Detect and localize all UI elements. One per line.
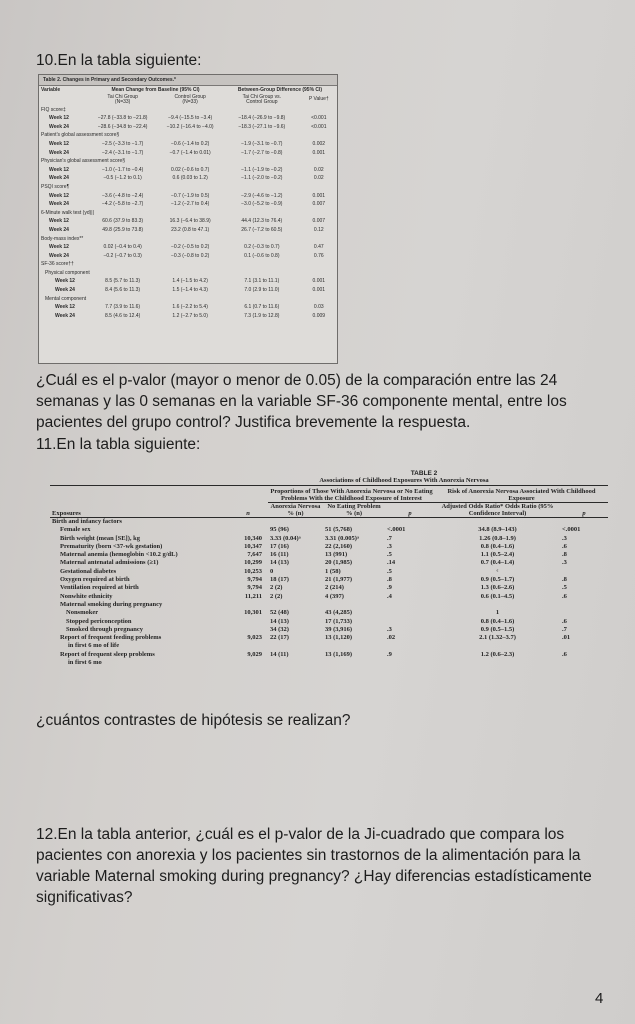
t1-cell-taichi: −28.6 (−34.8 to −22.4) bbox=[97, 123, 148, 130]
page-number: 4 bbox=[595, 990, 604, 1007]
t2-cell-an bbox=[268, 659, 323, 667]
table-1-caption: Table 2. Changes in Primary and Secondary Outcomes.* bbox=[39, 75, 337, 86]
t1-cell-diff: −1.7 (−2.7 to −0.8) bbox=[241, 149, 283, 156]
t2-cell-p2: .5 bbox=[562, 584, 567, 592]
t1-cell-diff: 6.1 (0.7 to 11.6) bbox=[244, 304, 280, 311]
t2-cell-an: 2 (2) bbox=[270, 592, 283, 600]
t1-cell-control: 1.4 (−1.5 to 4.2) bbox=[172, 278, 208, 285]
t1-cell-label: Mental component bbox=[45, 295, 87, 302]
t2-cell-ne bbox=[323, 518, 385, 527]
t1-cell-control: 1.2 (−2.7 to 5.0) bbox=[172, 312, 208, 319]
t2-cell-ne: 39 (3,916) bbox=[325, 625, 353, 633]
t2-cell-p2: .8 bbox=[562, 576, 567, 584]
t1-row bbox=[39, 312, 337, 321]
t1-cell-label: Week 12 bbox=[49, 115, 69, 122]
t2-cell-an: 22 (17) bbox=[270, 634, 289, 642]
t2-cell-n: 9,023 bbox=[247, 634, 262, 642]
t2-row bbox=[50, 609, 608, 617]
t2-cell-p: <.0001 bbox=[387, 526, 406, 534]
t1-cell-p: 0.001 bbox=[312, 192, 326, 199]
t1-row bbox=[39, 235, 337, 244]
t2-header-or: Adjusted Odds Ratio* Odds Ratio (95% Confidence Interval) bbox=[435, 503, 560, 518]
t1-cell-label: Week 24 bbox=[55, 287, 75, 294]
t2-cell-label: Report of frequent feeding problems bbox=[60, 634, 162, 642]
t2-cell-ne: 2 (214) bbox=[325, 584, 344, 592]
t2-header-proportions: Proportions of Those With Anorexia Nervosa or No Eating Problems With the Childhood Exposure of Interest bbox=[268, 486, 435, 503]
t2-row bbox=[50, 601, 608, 609]
t1-cell-label: Week 12 bbox=[55, 278, 75, 285]
table-2-anorexia bbox=[50, 470, 608, 667]
t1-row bbox=[39, 295, 337, 304]
t1-cell-p: 0.03 bbox=[313, 304, 324, 311]
t1-cell-control: −0.6 (−1.4 to 0.2) bbox=[170, 140, 210, 147]
t2-cell-ne bbox=[323, 659, 385, 667]
t2-cell-label: Female sex bbox=[60, 526, 91, 534]
t2-cell-p2: .6 bbox=[562, 542, 567, 550]
t2-cell-n bbox=[228, 626, 268, 634]
t1-cell-control: 23.2 (0.8 to 47.1) bbox=[171, 226, 210, 233]
t2-cell-ne: 21 (1,977) bbox=[325, 576, 353, 584]
t2-cell-label: Oxygen required at birth bbox=[60, 576, 130, 584]
t1-row bbox=[39, 226, 337, 235]
t2-cell-n bbox=[228, 659, 268, 667]
t1-header-pvalue: P Value† bbox=[308, 96, 329, 103]
t2-cell-label: Maternal anemia (hemoglobin <10.2 g/dL) bbox=[60, 551, 178, 559]
t2-row bbox=[50, 626, 608, 634]
t2-cell-an bbox=[268, 601, 323, 609]
t1-row bbox=[39, 252, 337, 261]
t2-cell-p2 bbox=[560, 601, 608, 609]
t2-cell-p2: .6 bbox=[562, 650, 567, 658]
t1-cell-diff: 7.3 (1.9 to 12.8) bbox=[244, 312, 280, 319]
t1-cell-taichi: −1.0 (−1.7 to −0.4) bbox=[102, 166, 144, 173]
t1-row bbox=[39, 217, 337, 226]
t2-cell-or: 1.3 (0.6–2.6) bbox=[480, 584, 515, 592]
t2-cell-p: .7 bbox=[387, 534, 392, 542]
t1-header-taichi: Tai Chi Group bbox=[107, 93, 138, 100]
t1-header-diff: Tai Chi Group vs. bbox=[242, 93, 281, 100]
t2-cell-ne: 4 (397) bbox=[325, 592, 344, 600]
t1-row bbox=[39, 174, 337, 183]
t2-cell-n: 10,347 bbox=[244, 542, 262, 550]
t2-cell-label: Stopped periconception bbox=[66, 617, 132, 625]
t2-cell-p: .14 bbox=[387, 559, 396, 567]
t1-cell-label: Week 24 bbox=[49, 226, 69, 233]
t2-cell-ne bbox=[323, 642, 385, 650]
t2-cell-or: ᶜ bbox=[496, 567, 499, 575]
t2-cell-ne: 13 (991) bbox=[325, 551, 348, 559]
t2-cell-ne: 17 (1,733) bbox=[325, 617, 353, 625]
t1-cell-taichi: −0.2 (−0.7 to 0.3) bbox=[103, 252, 142, 259]
t1-cell-diff: −1.1 (−2.0 to −0.2) bbox=[241, 175, 283, 182]
t2-cell-an: 3.33 (0.04)ᵃ bbox=[270, 534, 301, 542]
t2-cell-label: Smoked through pregnancy bbox=[66, 625, 144, 633]
t1-cell-diff: −3.0 (−5.2 to −0.9) bbox=[241, 201, 283, 208]
t1-row bbox=[39, 243, 337, 252]
t2-cell-p2: .6 bbox=[562, 617, 567, 625]
t1-cell-control: 0.02 (−0.6 to 0.7) bbox=[171, 166, 210, 173]
t1-row bbox=[39, 131, 337, 140]
t1-cell-label: Physician's global assessment score§ bbox=[41, 158, 126, 165]
t2-cell-p: .3 bbox=[387, 625, 392, 633]
t2-cell-or bbox=[435, 518, 560, 527]
t2-cell-or: 0.9 (0.5–1.5) bbox=[480, 625, 515, 633]
t2-cell-label: in first 6 mo bbox=[68, 659, 102, 667]
t2-cell-p2 bbox=[560, 659, 608, 667]
t2-row bbox=[50, 576, 608, 584]
t1-cell-diff: −1.9 (−3.1 to −0.7) bbox=[241, 140, 283, 147]
t2-cell-label: Birth weight (mean [SE]), kg bbox=[60, 534, 140, 542]
t2-cell-or bbox=[435, 659, 560, 667]
t1-cell-control: 0.6 (0.03 to 1.2) bbox=[172, 175, 208, 182]
t1-cell-control: 1.6 (−2.2 to 5.4) bbox=[172, 304, 208, 311]
t2-row bbox=[50, 535, 608, 543]
t2-cell-or: 2.1 (1.32–3.7) bbox=[479, 634, 516, 642]
t2-cell-p bbox=[385, 618, 435, 626]
t2-row bbox=[50, 568, 608, 576]
t1-cell-control: −0.3 (−0.8 to 0.2) bbox=[170, 252, 210, 259]
t2-cell-an: 16 (11) bbox=[270, 551, 289, 559]
t2-cell-an: 14 (13) bbox=[270, 559, 289, 567]
table-2-grid bbox=[50, 486, 608, 667]
t2-cell-p: .3 bbox=[387, 542, 392, 550]
t1-cell-label: Week 24 bbox=[55, 312, 75, 319]
t1-cell-label: Week 24 bbox=[49, 252, 69, 259]
t1-cell-p: 0.007 bbox=[312, 218, 326, 225]
t2-cell-label: Birth and infancy factors bbox=[52, 518, 122, 525]
t1-cell-control: −0.2 (−0.5 to 0.2) bbox=[170, 244, 210, 251]
t2-cell-p bbox=[385, 642, 435, 650]
t2-cell-or: 34.8 (8.9–143) bbox=[478, 526, 517, 534]
t1-cell-control: −0.7 (−1.9 to 0.5) bbox=[170, 192, 210, 199]
t1-cell-taichi: 7.7 (3.9 to 11.6) bbox=[105, 304, 141, 311]
t1-cell-control: 1.5 (−1.4 to 4.3) bbox=[172, 287, 208, 294]
t1-row bbox=[39, 269, 337, 278]
t2-row bbox=[50, 651, 608, 659]
t2-row bbox=[50, 559, 608, 567]
t1-row bbox=[39, 303, 337, 312]
t2-cell-p2: <.0001 bbox=[562, 526, 581, 534]
t1-cell-taichi: 49.8 (25.9 to 73.8) bbox=[102, 226, 144, 233]
t1-cell-p: 0.009 bbox=[312, 312, 326, 319]
t1-row bbox=[39, 149, 337, 158]
t2-cell-p: .5 bbox=[387, 567, 392, 575]
t1-cell-control: −1.2 (−2.7 to 0.4) bbox=[170, 201, 210, 208]
t1-row bbox=[39, 140, 337, 149]
t1-cell-label: Week 24 bbox=[49, 123, 69, 130]
t2-cell-p bbox=[385, 601, 435, 609]
t2-cell-an: 17 (16) bbox=[270, 542, 289, 550]
t1-cell-p: 0.02 bbox=[313, 166, 324, 173]
t2-cell-label: Prematurity (born <37-wk gestation) bbox=[60, 542, 163, 550]
t1-cell-diff: 7.1 (3.1 to 11.1) bbox=[244, 278, 280, 285]
t2-header-ne: No Eating Problem % (n) bbox=[323, 503, 385, 518]
t1-cell-label: PSQI score¶ bbox=[41, 183, 70, 190]
t2-cell-p: .5 bbox=[387, 551, 392, 559]
t1-header-diff2: Control Group bbox=[246, 99, 278, 106]
t1-cell-diff: −1.1 (−1.9 to −0.2) bbox=[241, 166, 283, 173]
t2-cell-p bbox=[385, 609, 435, 617]
t2-cell-or: 1.26 (0.8–1.9) bbox=[479, 534, 516, 542]
t1-cell-taichi: 8.4 (5.6 to 11.3) bbox=[105, 287, 141, 294]
t2-cell-n: 9,794 bbox=[247, 584, 262, 592]
t1-cell-p: <0.001 bbox=[311, 123, 327, 130]
t1-row bbox=[39, 200, 337, 209]
t2-cell-p2 bbox=[560, 518, 608, 527]
t1-cell-taichi: −27.8 (−33.8 to −21.8) bbox=[97, 115, 148, 122]
t2-row bbox=[50, 634, 608, 642]
t2-header-risk: Risk of Anorexia Nervosa Associated With Childhood Exposure bbox=[435, 486, 608, 503]
t2-cell-n bbox=[228, 601, 268, 609]
t2-cell-p2: .8 bbox=[562, 551, 567, 559]
t2-cell-p2: .6 bbox=[562, 592, 567, 600]
t1-cell-control: −0.7 (−1.4 to 0.01) bbox=[169, 149, 211, 156]
t2-cell-n: 11,211 bbox=[244, 592, 262, 600]
t2-row bbox=[50, 584, 608, 592]
t2-cell-n: 10,253 bbox=[244, 567, 262, 575]
t2-cell-or: 0.6 (0.1–4.5) bbox=[480, 592, 515, 600]
question-11-text: ¿cuántos contrastes de hipótesis se realizan? bbox=[36, 712, 351, 729]
t1-row bbox=[39, 277, 337, 286]
t2-cell-p bbox=[385, 659, 435, 667]
t1-row bbox=[39, 260, 337, 269]
t2-cell-or: 1.1 (0.5–2.4) bbox=[480, 551, 515, 559]
t1-row bbox=[39, 286, 337, 295]
t2-row bbox=[50, 526, 608, 534]
t2-header-n: n bbox=[228, 503, 268, 518]
t2-cell-ne: 43 (4,285) bbox=[325, 609, 353, 617]
t1-cell-taichi: 8.5 (5.7 to 11.3) bbox=[105, 278, 141, 285]
t2-cell-an: 34 (32) bbox=[270, 625, 289, 633]
t1-cell-taichi: −0.5 (−1.2 to 0.1) bbox=[103, 175, 142, 182]
t2-cell-label: Nonsmoker bbox=[66, 609, 99, 617]
t1-row bbox=[39, 209, 337, 218]
t2-cell-label: Nonwhite ethnicity bbox=[60, 592, 113, 600]
t2-cell-n bbox=[228, 526, 268, 534]
t1-header-control: Control Group bbox=[174, 93, 206, 100]
t1-cell-taichi: −2.4 (−3.1 to −1.7) bbox=[102, 149, 144, 156]
t2-cell-p bbox=[385, 518, 435, 527]
t2-cell-or bbox=[435, 601, 560, 609]
t2-cell-or: 1 bbox=[495, 609, 500, 617]
t1-cell-label: 6-Minute walk test (yd)|| bbox=[41, 209, 94, 216]
t1-cell-label: Week 24 bbox=[49, 149, 69, 156]
t2-cell-p: .9 bbox=[387, 584, 392, 592]
t1-cell-p: 0.47 bbox=[313, 244, 324, 251]
t2-cell-ne: 51 (5,768) bbox=[325, 526, 353, 534]
t2-row bbox=[50, 618, 608, 626]
t1-cell-label: Week 12 bbox=[49, 218, 69, 225]
t1-cell-taichi: 60.6 (37.9 to 83.3) bbox=[102, 218, 144, 225]
table-1-grid bbox=[39, 86, 337, 320]
t2-cell-ne: 20 (1,985) bbox=[325, 559, 353, 567]
t1-cell-p: 0.12 bbox=[313, 226, 324, 233]
t1-row bbox=[39, 106, 337, 115]
t2-cell-label: Gestational diabetes bbox=[60, 567, 117, 575]
t2-cell-an: 14 (11) bbox=[270, 650, 289, 658]
t2-cell-label: Maternal antenatal admissions (≥1) bbox=[60, 559, 159, 567]
t2-cell-an: 0 bbox=[270, 567, 274, 575]
t1-cell-control: 16.3 (−6.4 to 38.9) bbox=[169, 218, 211, 225]
t1-cell-p: 0.002 bbox=[312, 140, 326, 147]
t1-header-between-group: Between-Group Difference (95% CI) bbox=[237, 87, 323, 93]
t2-cell-p2 bbox=[560, 642, 608, 650]
t1-cell-taichi: 8.5 (4.6 to 12.4) bbox=[104, 312, 141, 319]
t1-cell-label: Week 12 bbox=[49, 192, 69, 199]
t1-cell-p: 0.001 bbox=[312, 278, 326, 285]
t1-cell-diff: 26.7 (−7.2 to 60.5) bbox=[241, 226, 283, 233]
t2-row bbox=[50, 659, 608, 667]
table-1-outcomes bbox=[38, 74, 338, 364]
t1-row bbox=[39, 166, 337, 175]
t2-cell-or: 0.8 (0.4–1.6) bbox=[480, 617, 515, 625]
t2-cell-ne: 1 (58) bbox=[325, 567, 341, 575]
t2-cell-or: 0.9 (0.5–1.7) bbox=[480, 576, 515, 584]
t2-cell-an: 95 (96) bbox=[270, 526, 289, 534]
t1-cell-diff: −18.4 (−26.9 to −9.8) bbox=[238, 115, 286, 122]
t2-cell-or: 1.2 (0.6–2.3) bbox=[480, 650, 515, 658]
t1-cell-label: FIQ score‡ bbox=[41, 106, 66, 113]
t1-row bbox=[39, 114, 337, 123]
t1-cell-label: Week 12 bbox=[49, 166, 69, 173]
question-11-intro: 11.En la tabla siguiente: bbox=[36, 436, 201, 453]
t1-cell-p: 0.001 bbox=[312, 287, 326, 294]
t1-row bbox=[39, 192, 337, 201]
t1-cell-p: 0.76 bbox=[313, 252, 324, 259]
t1-cell-label: Body-mass index** bbox=[41, 235, 84, 242]
t2-cell-n: 9,029 bbox=[247, 650, 262, 658]
t2-cell-p2 bbox=[560, 568, 608, 576]
t2-cell-label: in first 6 mo of life bbox=[68, 642, 120, 650]
t2-header-an: Anorexia Nervosa % (n) bbox=[268, 503, 323, 518]
t1-cell-diff: 0.2 (−0.3 to 0.7) bbox=[244, 244, 280, 251]
t2-cell-an: 14 (13) bbox=[270, 617, 289, 625]
t1-cell-label: SF-36 score†† bbox=[41, 261, 74, 268]
t1-cell-taichi: −4.2 (−5.8 to −2.7) bbox=[102, 201, 144, 208]
t1-cell-label: Week 12 bbox=[49, 140, 69, 147]
t2-cell-an: 2 (2) bbox=[270, 584, 283, 592]
t1-cell-diff: 0.1 (−0.6 to 0.8) bbox=[244, 252, 280, 259]
t2-cell-p2: .3 bbox=[562, 534, 567, 542]
t2-cell-ne: 13 (1,169) bbox=[325, 650, 353, 658]
t1-cell-label: Week 12 bbox=[55, 304, 75, 311]
t1-cell-label: Week 24 bbox=[49, 175, 69, 182]
t2-cell-an: 52 (48) bbox=[270, 609, 289, 617]
t2-cell-ne: 13 (1,120) bbox=[325, 634, 353, 642]
question-10-text: ¿Cuál es el p-valor (mayor o menor de 0.05) de la comparación entre las 24 semanas y las 0 semanas en la variable SF-36 componente mental, entre los pacientes del grupo control? Justifica brevemente la respuesta. bbox=[36, 372, 567, 431]
t1-cell-diff: 44.4 (12.3 to 76.4) bbox=[241, 218, 283, 225]
t1-header-control-n: (N=33) bbox=[182, 99, 198, 106]
t2-header-exposures: Exposures bbox=[50, 503, 228, 518]
t2-row bbox=[50, 593, 608, 601]
t2-cell-n: 7,647 bbox=[247, 551, 262, 559]
table-2-subtitle: Associations of Childhood Exposures With Anorexia Nervosa bbox=[319, 477, 489, 484]
t2-cell-n bbox=[228, 518, 268, 527]
t2-cell-label: Maternal smoking during pregnancy bbox=[60, 600, 163, 608]
t1-cell-diff: −18.3 (−27.1 to −9.6) bbox=[238, 123, 286, 130]
t1-cell-taichi: −3.6 (−4.8 to −2.4) bbox=[102, 192, 144, 199]
t1-cell-p: <0.001 bbox=[311, 115, 327, 122]
t1-cell-control: −9.4 (−15.5 to −3.4) bbox=[168, 115, 213, 122]
t1-header-taichi-n: (N=33) bbox=[114, 99, 131, 106]
t1-cell-label: Week 24 bbox=[49, 201, 69, 208]
t2-cell-p: .02 bbox=[387, 634, 396, 642]
t1-cell-label: Week 12 bbox=[49, 244, 69, 251]
t2-row bbox=[50, 518, 608, 527]
t1-cell-diff: −2.9 (−4.6 to −1.2) bbox=[241, 192, 283, 199]
t1-header-variable: Variable bbox=[41, 87, 61, 93]
t1-header-mean-change: Mean Change from Baseline (95% CI) bbox=[111, 87, 200, 93]
t1-cell-label: Physical component bbox=[45, 269, 90, 276]
t2-cell-or: 0.8 (0.4–1.6) bbox=[480, 542, 515, 550]
table-2-title: TABLE 2 bbox=[410, 470, 438, 477]
t2-cell-or bbox=[435, 642, 560, 650]
t2-cell-n: 10,340 bbox=[244, 534, 262, 542]
t1-row bbox=[39, 157, 337, 166]
t2-cell-p: .4 bbox=[387, 592, 392, 600]
t2-cell-label: Report of frequent sleep problems bbox=[60, 650, 155, 658]
t2-cell-label: Ventilation required at birth bbox=[60, 584, 139, 592]
t2-cell-p2: .3 bbox=[562, 559, 567, 567]
t2-cell-n: 10,301 bbox=[244, 609, 262, 617]
t2-row bbox=[50, 642, 608, 650]
t2-cell-p2: .01 bbox=[562, 634, 571, 642]
t2-cell-p: .9 bbox=[387, 650, 392, 658]
t1-cell-control: −10.2 (−16.4 to −4.0) bbox=[166, 123, 214, 130]
question-10-intro: 10.En la tabla siguiente: bbox=[36, 52, 202, 69]
t1-cell-label: Patient's global assessment score§ bbox=[41, 132, 120, 139]
question-12-text: 12.En la tabla anterior, ¿cuál es el p-valor de la Ji-cuadrado que compara los pacientes con anorexia y los pacientes sin trastornos de la alimentación para la variable Maternal smoking during pregnancy? ¿Hay diferencias estadísticamente significativas? bbox=[36, 826, 592, 906]
t2-row bbox=[50, 543, 608, 551]
t1-cell-diff: 7.0 (2.9 to 11.0) bbox=[244, 287, 280, 294]
t2-cell-p2: .7 bbox=[562, 625, 567, 633]
t2-cell-n: 9,794 bbox=[247, 576, 262, 584]
t2-cell-n: 10,299 bbox=[244, 559, 262, 567]
t1-row bbox=[39, 123, 337, 132]
t1-cell-taichi: −2.5 (−3.3 to −1.7) bbox=[102, 140, 144, 147]
t2-cell-ne bbox=[323, 601, 385, 609]
t2-header-p: p bbox=[385, 503, 435, 518]
t2-header-p2: p bbox=[560, 503, 608, 518]
t1-cell-p: 0.007 bbox=[312, 201, 326, 208]
t2-cell-n bbox=[228, 618, 268, 626]
t2-cell-an bbox=[268, 642, 323, 650]
t1-cell-taichi: 0.02 (−0.4 to 0.4) bbox=[103, 244, 142, 251]
t1-cell-p: 0.001 bbox=[312, 149, 326, 156]
t2-row bbox=[50, 551, 608, 559]
t1-row bbox=[39, 183, 337, 192]
t2-cell-or: 0.7 (0.4–1.4) bbox=[480, 559, 515, 567]
t1-cell-p: 0.02 bbox=[313, 175, 324, 182]
t2-cell-ne: 22 (2,160) bbox=[325, 542, 353, 550]
t2-cell-n bbox=[228, 642, 268, 650]
t2-cell-ne: 3.31 (0.005)ᵃ bbox=[325, 534, 359, 542]
t2-cell-p2 bbox=[560, 609, 608, 617]
t2-cell-an bbox=[268, 518, 323, 527]
t2-cell-p: .8 bbox=[387, 576, 392, 584]
t2-cell-an: 18 (17) bbox=[270, 576, 289, 584]
